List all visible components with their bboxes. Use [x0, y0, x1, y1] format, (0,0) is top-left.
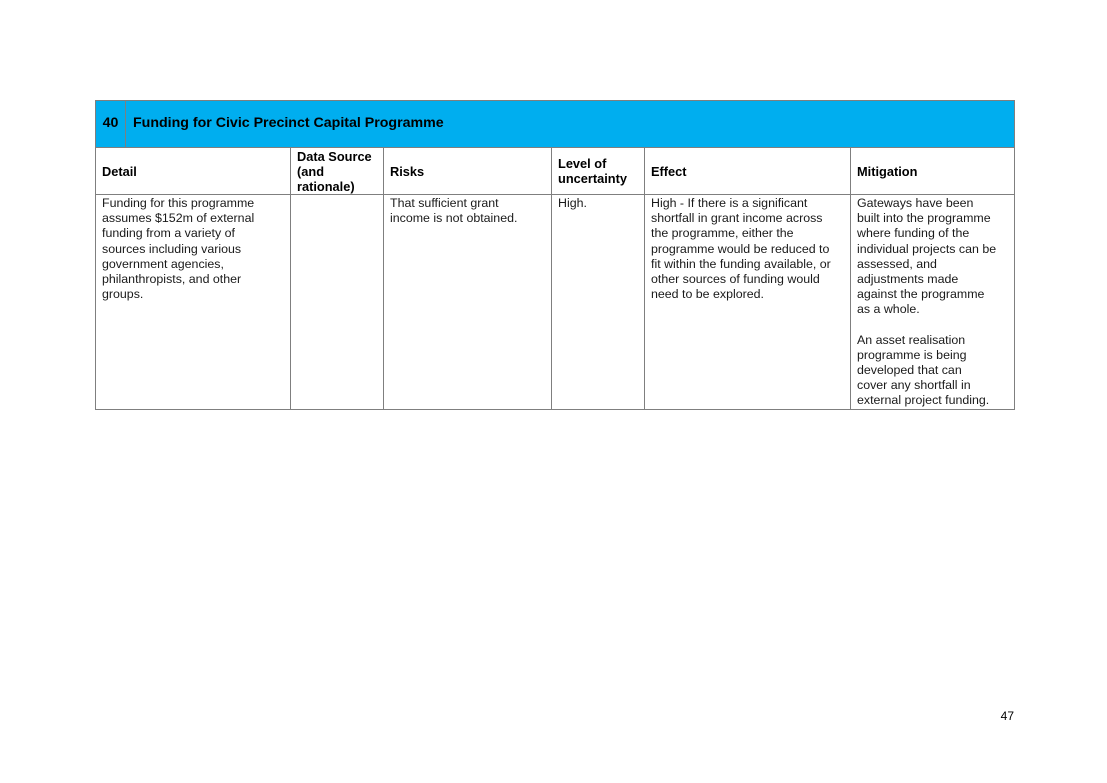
section-number: 40	[96, 101, 126, 148]
cell-uncertainty: High.	[552, 195, 645, 410]
column-header-risks: Risks	[384, 148, 552, 195]
mitigation-paragraph: Gateways have been built into the programme where funding of the individual projects can be assessed, and adjustments made against the programme as a whole.	[857, 196, 997, 317]
section-title-row	[96, 101, 1015, 148]
column-header-detail: Detail	[96, 148, 291, 195]
column-header-mitigation: Mitigation	[851, 148, 1015, 195]
column-header-uncertainty: Level of uncertainty	[552, 148, 645, 195]
table-header-row	[96, 148, 1015, 195]
mitigation-paragraph: An asset realisation programme is being developed that can cover any shortfall in external project funding.	[857, 332, 990, 408]
cell-detail: Funding for this programme assumes $152m of external funding from a variety of sources including various government agencies, philanthropists, and other groups.	[96, 195, 291, 410]
cell-mitigation	[851, 195, 1015, 410]
cell-effect: High - If there is a significant shortfall in grant income across the programme, either the programme would be reduced to fit within the funding available, or other sources of funding would need to be explored.	[645, 195, 851, 410]
table-row	[96, 195, 1015, 410]
column-header-data-source: Data Source (and rationale)	[291, 148, 384, 195]
cell-risks: That sufficient grant income is not obtained.	[384, 195, 552, 410]
column-header-effect: Effect	[645, 148, 851, 195]
page-number: 47	[1000, 709, 1014, 723]
assumption-table	[95, 100, 1015, 410]
cell-data-source	[291, 195, 384, 410]
section-title: Funding for Civic Precinct Capital Programme	[126, 101, 1015, 148]
